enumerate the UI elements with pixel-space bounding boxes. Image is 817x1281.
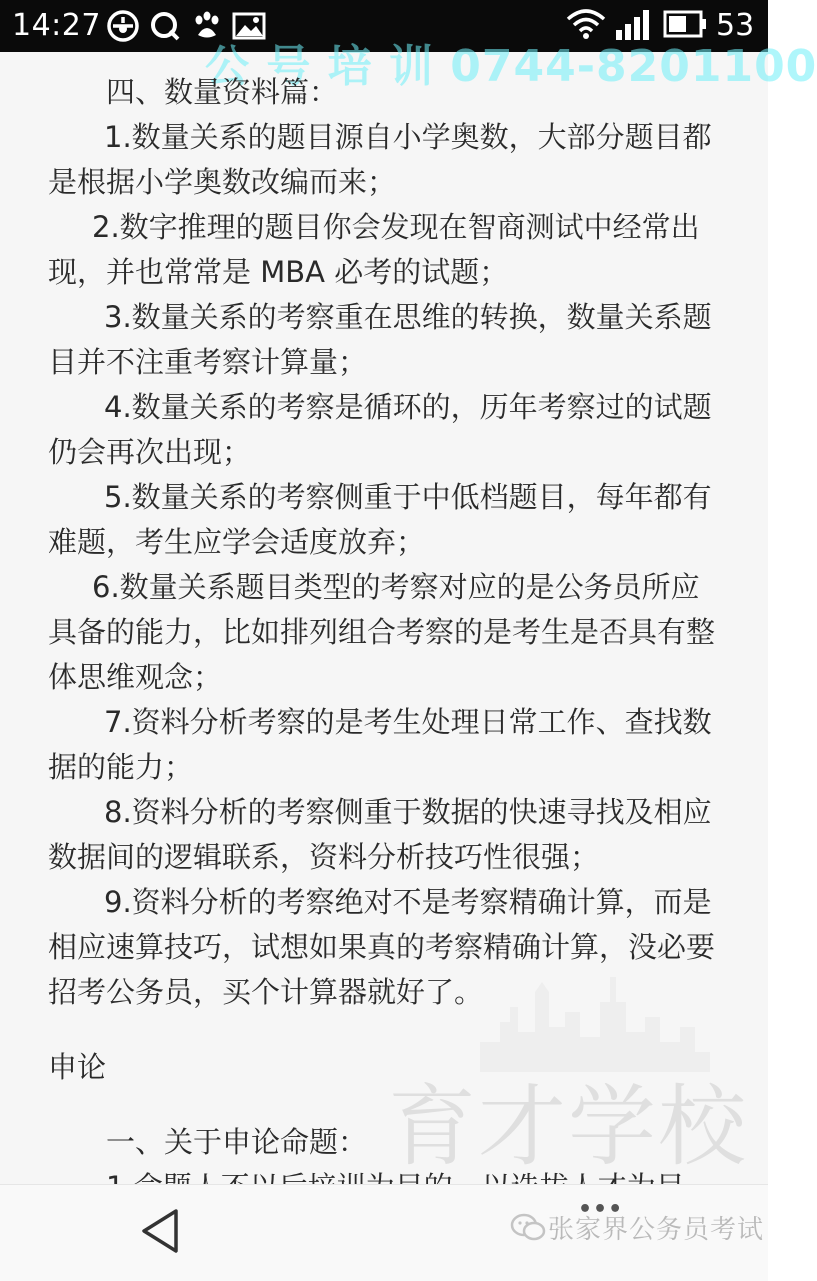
paragraph-4: 4.数量关系的考察是循环的，历年考察过的试题仍会再次出现； [48, 390, 712, 469]
paragraph-7: 7.资料分析考察的是考生处理日常工作、查找数据的能力； [48, 705, 712, 784]
bottom-nav-bar [0, 1184, 768, 1281]
wechat-icon [510, 1212, 546, 1242]
paragraph-8: 8.资料分析的考察侧重于数据的快速寻找及相应数据间的逻辑联系，资料分析技巧性很强； [48, 795, 712, 874]
watermark-school: 育才学校 [388, 1075, 749, 1178]
section-heading: 四、数量资料篇： [106, 75, 339, 109]
battery-level: 53 [716, 8, 755, 43]
paragraph-2: 2.数字推理的题目你会发现在智商测试中经常出现，并也常常是 MBA 必考的试题； [48, 210, 700, 289]
spacer [48, 1015, 720, 1045]
paragraph-3: 3.数量关系的考察重在思维的转换，数量关系题目并不注重考察计算量； [48, 300, 712, 379]
q-icon [148, 9, 182, 43]
paragraph-1: 1.数量关系的题目源自小学奥数，大部分题目都是根据小学奥数改编而来； [48, 120, 712, 199]
back-triangle-icon[interactable] [138, 1207, 182, 1255]
paragraph-6: 6.数量关系题目类型的考察对应的是公务员所应具备的能力，比如排列组合考察的是考生是否具有整体思维观念； [48, 570, 716, 694]
article-view[interactable] [0, 41, 817, 1184]
article-body [48, 70, 720, 1187]
watermark-top: 公 号 培 训 0744-8201100 [205, 41, 817, 92]
paragraph-9: 9.资料分析的考察绝对不是考察精确计算，而是相应速算技巧，试想如果真的考察精确计算，没必要招考公务员，买个计算器就好了。 [48, 885, 716, 1009]
paragraph-5: 5.数量关系的考察侧重于中低档题目，每年都有难题，考生应学会适度放弃； [48, 480, 712, 559]
section2-heading: 一、关于申论命题： [106, 1125, 368, 1159]
360-security-icon [106, 9, 140, 43]
spacer [48, 1090, 720, 1120]
more-menu-button[interactable]: ••• [578, 1197, 624, 1222]
status-time: 14:27 [12, 8, 101, 43]
account-name: 张家界公务员考试 [548, 1215, 765, 1245]
section2-title: 申论 [48, 1050, 107, 1084]
